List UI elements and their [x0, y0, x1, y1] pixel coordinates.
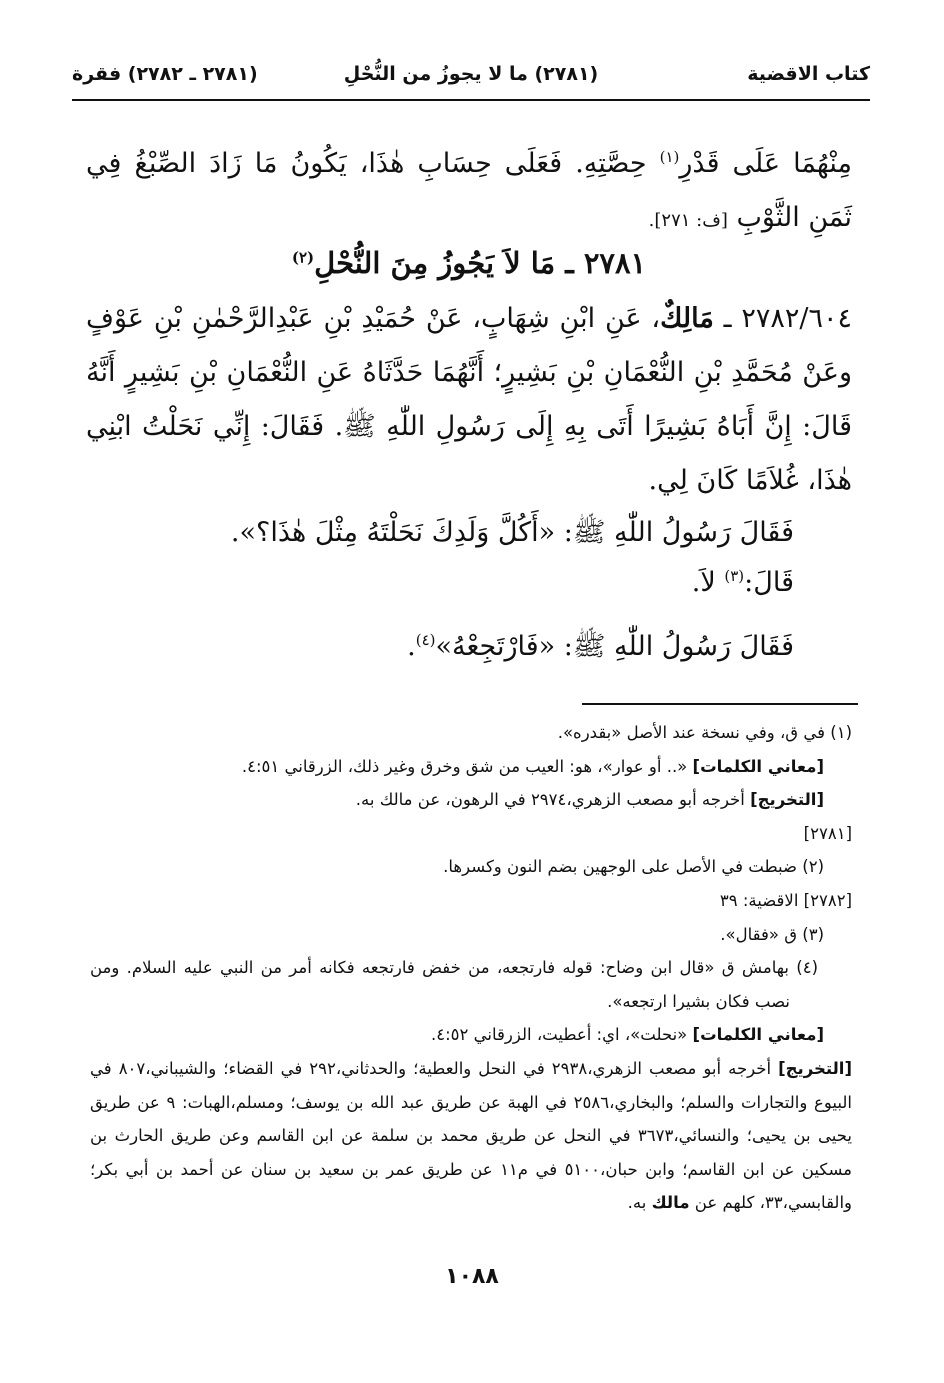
- meanings-text: «.. أو عوار»، هو: العيب من شق وخرق وغير ذلك، الزرقاني ٤:٥١.: [241, 756, 693, 776]
- takhrij-text: أخرجه أبو مصعب الزهري،٢٩٣٨ في النحل والعطية؛ والحدثاني،٢٩٢ في القضاء؛ والشيباني،٨٠٧ في البيوع والتجارات والسلم؛ والبخاري،٢٥٨٦ في الهبة عن طريق عبد الله بن يوسف؛ ومسلم،الهبات: ٩ عن طريق يحيى بن يحيى؛ والنسائي،٣٦٧٣ في النحل عن طريق محمد بن سلمة عن ابن القاسم وعن طريق الحارث بن مسكين عن ابن القاسم؛ وابن حبان،٥١٠٠ في م١١ عن طريق عمر بن سعيد بن سنان عن أحمد بن أبي بكر؛ والقابسي،٣٣، كلهم عن: [90, 1058, 853, 1213]
- running-header: [72, 58, 870, 94]
- dialog-line-3: [86, 622, 794, 672]
- footnote-2: (٢) ضبطت في الأصل على الوجهين بضم النون وكسرها.: [443, 857, 824, 877]
- para1-text-start: مِنْهُمَا عَلَى قَدْرِ: [679, 148, 852, 179]
- footnote-4-meanings: [90, 1018, 852, 1052]
- dialog3-end: .: [407, 631, 416, 662]
- paragraph-continuation: [86, 137, 852, 248]
- takhrij-end: به.: [627, 1193, 652, 1213]
- takhrij-malik: مالك: [651, 1193, 690, 1213]
- footnote-marker-3: (٣): [724, 567, 745, 585]
- meanings-text: «نحلت»، اي: أعطيت، الزرقاني ٤:٥٢.: [431, 1025, 693, 1045]
- chapter-heading: [86, 238, 852, 288]
- meanings-label: [معاني الكلمات]: [692, 756, 824, 776]
- header-rule: [72, 99, 870, 101]
- header-chapter-title: (٢٧٨١) ما لا يجوزُ من النُّحْلِ: [343, 63, 599, 85]
- footnote-marker-1: (١): [659, 148, 680, 166]
- dialog-line-2: [86, 558, 794, 608]
- dialog3-text: فَقَالَ رَسُولُ اللّٰهِ ﷺ: «فَارْتَجِعْهُ»: [435, 631, 794, 662]
- footnote-marker-2: (٢): [291, 248, 315, 267]
- takhrij-label: [التخريج]: [778, 1058, 853, 1078]
- reference-2781: [٢٧٨١]: [803, 823, 852, 843]
- chapter-heading-text: ٢٧٨١ ـ مَا لاَ يَجُوزُ مِنَ النُّحْلِ: [314, 246, 647, 280]
- narrator-malik: مَالِكٌ: [660, 303, 714, 334]
- takhrij-label: [التخريج]: [750, 790, 824, 810]
- footnote-marker-4: (٤): [415, 631, 436, 649]
- dialog2-answer: لاَ.: [691, 567, 725, 598]
- reference-2782: [٢٧٨٢] الاقضية: ٣٩: [719, 890, 852, 910]
- footnote-4: (٤) بهامش ق «قال ابن وضاح: قوله فارتجعه، من خفض فارتجعه فكانه أمر من النبي عليه السلام. ومن نصب فكان بشيرا ارتجعه».: [90, 958, 818, 1011]
- header-paragraph-range: (٢٧٨١ ـ ٢٧٨٢) فقرة: [72, 63, 258, 85]
- footnote-separator: [582, 703, 858, 705]
- footnote-1-takhrij: [90, 783, 852, 817]
- cross-reference: [ف: ٢٧١].: [648, 210, 728, 231]
- hadith-paragraph: [86, 292, 852, 508]
- footnote-4-takhrij: [90, 1052, 852, 1220]
- para1-text-end: حِصَّتِهِ. فَعَلَى حِسَابِ هٰذَا، يَكُونُ مَا زَادَ الصِّبْغُ فِي ثَمَنِ الثَّوْبِ: [86, 148, 852, 233]
- hadith-text: ، عَنِ ابْنِ شِهَابٍ، عَنْ حُمَيْدِ بْنِ عَبْدِالرَّحْمٰنِ بْنِ عَوْفٍ وعَنْ مُحَمَّدِ بْنِ النُّعْمَانِ بْنِ بَشِيرٍ؛ أَنَّهُمَا حَدَّثَاهُ عَنِ النُّعْمَانِ بْنِ بَشِيرٍ أَنَّهُ قَالَ: إِنَّ أَبَاهُ بَشِيرًا أَتَى بِهِ إِلَى رَسُولِ اللّٰهِ ﷺ. فَقَالَ: إِنِّي نَحَلْتُ ابْنِي هٰذَا، غُلاَمًا كَانَ لِي.: [86, 303, 852, 496]
- meanings-label: [معاني الكلمات]: [692, 1025, 824, 1045]
- footnotes-block: [90, 716, 852, 1220]
- footnote-3: (٣) ق «فقال».: [720, 924, 824, 944]
- takhrij-text: أخرجه أبو مصعب الزهري،٢٩٧٤ في الرهون، عن مالك به.: [355, 790, 751, 810]
- hadith-number: ٢٧٨٢/٦٠٤ ـ: [713, 303, 852, 334]
- dialog2-text: قَالَ:: [744, 567, 794, 598]
- page-number: ١٠٨٨: [445, 1264, 499, 1289]
- footnote-1-meanings: [90, 750, 852, 784]
- footnote-1: (١) في ق، وفي نسخة عند الأصل «بقدره».: [557, 723, 852, 742]
- dialog-line-1: فَقَالَ رَسُولُ اللّٰهِ ﷺ: «أَكُلَّ وَلَدِكَ نَحَلْتَهُ مِثْلَ هٰذَا؟».: [230, 517, 794, 548]
- header-book-title: كتاب الاقضية: [747, 63, 870, 85]
